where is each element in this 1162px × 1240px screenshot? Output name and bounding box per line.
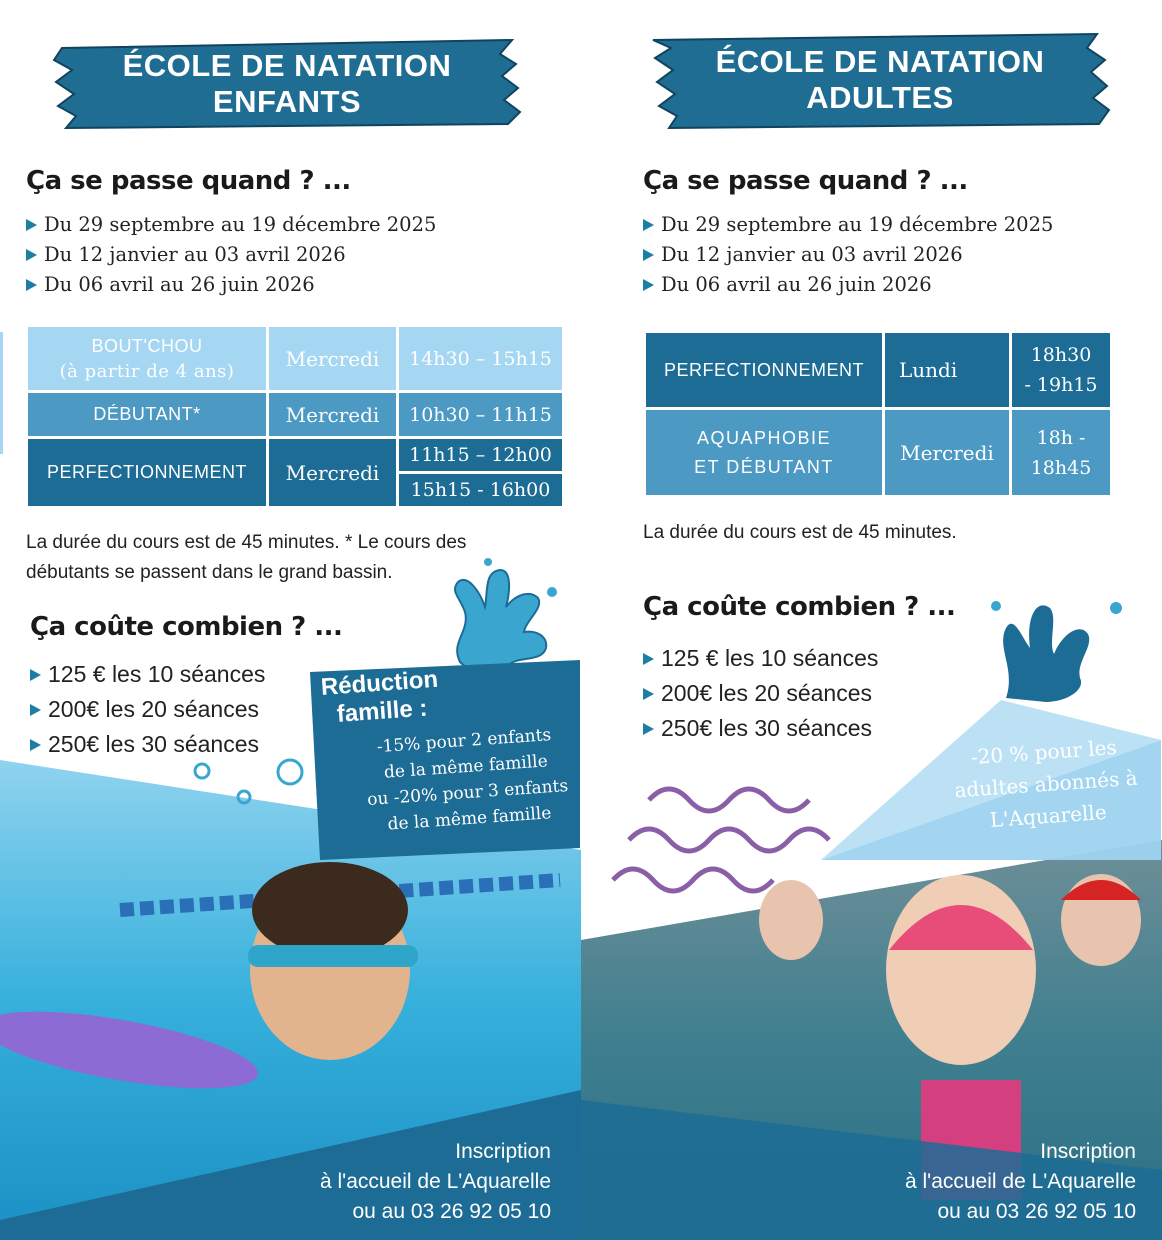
level-cell (28, 327, 266, 390)
kids-schedule-table (25, 324, 565, 509)
discount-line: de la même famille (383, 751, 549, 783)
registration-line: Inscription (455, 1140, 551, 1163)
date-item: Du 12 janvier au 03 avril 2026 (643, 240, 1053, 270)
table-edge-marker (0, 332, 3, 454)
price-item: 200€ les 20 séances (30, 692, 265, 727)
kids-title-banner (52, 38, 522, 130)
table-row (28, 327, 562, 390)
price-item: 250€ les 30 séances (643, 711, 878, 746)
discount-line: -15% pour 2 enfants (376, 725, 552, 758)
table-row (646, 333, 1110, 407)
level-age: (à partir de 4 ans) (59, 360, 235, 382)
time-cell (1012, 333, 1110, 407)
date-item: Du 12 janvier au 03 avril 2026 (26, 240, 436, 270)
session-dates-list (26, 210, 436, 300)
discount-line: ou -20% pour 3 enfants (366, 775, 569, 810)
banner-line-2: ADULTES (806, 80, 954, 115)
time-line: 18h - (1036, 426, 1086, 449)
discount-line: adultes abonnés à (953, 765, 1139, 803)
time-cell: 10h30 – 11h15 (399, 393, 562, 436)
level-cell: PERFECTIONNEMENT (28, 439, 266, 506)
time-line: - 19h15 (1024, 374, 1098, 396)
adults-title-banner (649, 30, 1111, 130)
duration-note: La durée du cours est de 45 minutes. (643, 522, 957, 543)
family-discount-text (320, 657, 581, 842)
day-cell: Mercredi (269, 439, 396, 506)
note-line: débutants se passent dans le grand bassin. (26, 562, 393, 583)
banner-line-1: ÉCOLE DE NATATION (122, 48, 452, 83)
date-item: Du 29 septembre au 19 décembre 2025 (26, 210, 436, 240)
day-cell: Mercredi (269, 393, 396, 436)
discount-line: de la même famille (386, 803, 552, 835)
price-item: 125 € les 10 séances (643, 641, 878, 676)
adults-schedule-table (643, 330, 1113, 498)
bubbles-icon (190, 755, 310, 805)
level-name: ET DÉBUTANT (694, 456, 834, 477)
time-cell (1012, 410, 1110, 495)
price-item: 200€ les 20 séances (643, 676, 878, 711)
level-cell: DÉBUTANT* (28, 393, 266, 436)
discount-title: Réduction (320, 665, 439, 701)
discount-line: L'Aquarelle (989, 799, 1108, 832)
when-heading: Ça se passe quand ? ... (643, 166, 968, 196)
price-item: 125 € les 10 séances (30, 657, 265, 692)
table-row (28, 393, 562, 436)
registration-info (320, 1137, 551, 1227)
when-heading: Ça se passe quand ? ... (26, 166, 351, 196)
level-cell (646, 410, 882, 495)
table-row (28, 439, 562, 471)
registration-line: ou au 03 26 92 05 10 (352, 1200, 551, 1223)
date-item: Du 06 avril au 26 juin 2026 (643, 270, 1053, 300)
price-item: 250€ les 30 séances (30, 727, 265, 762)
time-cell: 15h15 - 16h00 (399, 474, 562, 506)
registration-line: à l'accueil de L'Aquarelle (905, 1170, 1136, 1193)
day-cell: Lundi (885, 333, 1009, 407)
registration-info (905, 1137, 1136, 1227)
subscriber-discount-text (923, 728, 1162, 841)
water-splash-icon (976, 578, 1136, 708)
date-item: Du 06 avril au 26 juin 2026 (26, 270, 436, 300)
registration-line: ou au 03 26 92 05 10 (937, 1200, 1136, 1223)
table-row (646, 410, 1110, 495)
level-name: AQUAPHOBIE (696, 427, 832, 448)
day-cell: Mercredi (269, 327, 396, 390)
time-cell: 14h30 – 15h15 (399, 327, 562, 390)
banner-line-2: ENFANTS (212, 84, 362, 119)
note-line: La durée du cours est de 45 minutes. * Le cours des (26, 532, 467, 553)
date-item: Du 29 septembre au 19 décembre 2025 (643, 210, 1053, 240)
time-line: 18h30 (1030, 344, 1092, 366)
duration-note (26, 528, 466, 588)
banner-line-1: ÉCOLE DE NATATION (715, 44, 1045, 79)
adults-panel (581, 0, 1162, 1240)
cost-heading: Ça coûte combien ? ... (643, 592, 956, 622)
cost-heading: Ça coûte combien ? ... (30, 612, 343, 642)
level-cell: PERFECTIONNEMENT (646, 333, 882, 407)
day-cell: Mercredi (885, 410, 1009, 495)
discount-title: famille : (335, 694, 429, 728)
time-cell: 11h15 – 12h00 (399, 439, 562, 471)
registration-line: Inscription (1040, 1140, 1136, 1163)
registration-line: à l'accueil de L'Aquarelle (320, 1170, 551, 1193)
time-line: 18h45 (1030, 456, 1092, 479)
discount-line: -20 % pour les (970, 735, 1118, 770)
price-list (30, 657, 265, 762)
level-name: BOUT'CHOU (91, 335, 203, 356)
session-dates-list (643, 210, 1053, 300)
